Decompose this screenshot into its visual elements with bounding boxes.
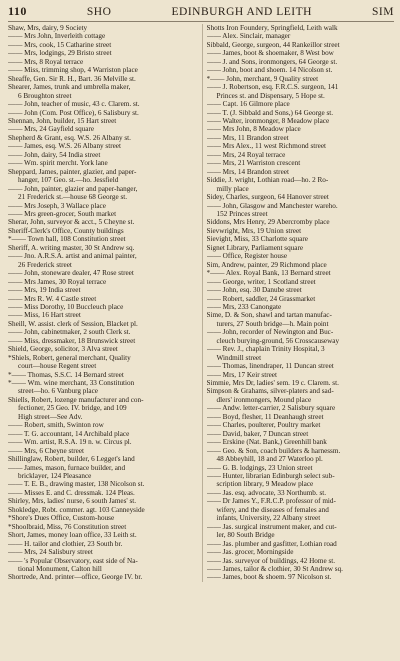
directory-entry: Shotts Iron Foundery, Springfield, Leith walk <box>206 24 338 32</box>
directory-entry: 21 Frederick st.—house 68 George st. <box>18 193 128 202</box>
directory-entry: —— J. and Sons, ironmongers, 64 George st. <box>206 57 338 66</box>
directory-entry: Shennan, John, builder, 15 Hart street <box>8 116 117 125</box>
directory-entry: scription library, 9 Meadow place <box>216 480 314 489</box>
directory-entry: —— H. tailor and clothier, 23 South br. <box>8 539 123 548</box>
directory-entry: *Shoolbraid, Miss, 76 Constitution street <box>8 522 127 531</box>
directory-entry: Sheaffe, Gen. Sir R. H., Bart. 36 Melville st. <box>8 74 136 83</box>
directory-entry: —— Mrs, 17 Keir street <box>206 370 277 379</box>
directory-entry: Sheriff, A. writing master, 30 St Andrew sq. <box>8 243 135 252</box>
directory-entry: —— Mrs, 8 Royal terrace <box>8 57 84 66</box>
directory-entry: —— Miss, 16 Hart street <box>8 311 81 320</box>
directory-entry: —— G. B. lodgings, 23 Union street <box>206 463 313 472</box>
left-running-key: SHO <box>86 6 112 18</box>
directory-entry: Sidey, Charles, surgeon, 64 Hanover street <box>206 193 329 202</box>
directory-entry: —— Charles, poulterer, Poultry market <box>206 421 321 430</box>
directory-entry: —— James, boot & shoem. 97 Nicolson st. <box>206 573 332 582</box>
directory-entry: —— Mrs, cook, 15 Catharine street <box>8 40 112 49</box>
directory-entry: —— John, recorder of Newington and Buc- <box>206 328 334 337</box>
directory-entry: —— Mrs Joseph, 3 Wallace place <box>8 201 106 210</box>
directory-entry: *—— Town hall, 108 Constitution street <box>8 235 126 244</box>
directory-entry: hanger, 107 Geo. st.—ho. Jessfield <box>18 176 119 185</box>
directory-entry: —— Mrs, 19 India street <box>8 286 81 295</box>
directory-entry: High street—See Adv. <box>18 412 83 421</box>
directory-entry: —— Andw. letter-carrier, 2 Salisbury square <box>206 404 336 413</box>
directory-entry: Sherar, John, surveyor & acct., 5 Cheyne st. <box>8 218 135 227</box>
directory-entry: Shortrede, And. printer—office, George IV. br. <box>8 573 143 582</box>
directory-entry: Shirley, Mrs, ladies' nurse, 6 south James' st. <box>8 497 137 506</box>
directory-entry: —— Geo. & Son, coach builders & harnessm. <box>206 446 341 455</box>
directory-entry: Sheill, W. assist. clerk of Session, Blacket pl. <box>8 319 138 328</box>
directory-entry: —— Mrs, 24 Salisbury street <box>8 548 93 557</box>
directory-entry: —— Thomas, linendraper, 11 Duncan street <box>206 362 334 371</box>
directory-entry: wifery, and the diseases of females and <box>216 505 329 514</box>
directory-entry: Shield, George, solicitor, 3 Alva street <box>8 345 118 354</box>
directory-entry: dlers' ironmongers, Mound place <box>216 395 312 404</box>
directory-entry: turers, 27 South bridge—h. Main point <box>216 319 329 328</box>
directory-entry: Siddie, J. wright, Lothian road—ho. 2 Ro- <box>206 176 329 185</box>
directory-entry: —— George, writer, 1 Scotland street <box>206 277 316 286</box>
directory-entry: —— James, esq. W.S. 26 Albany street <box>8 142 121 151</box>
directory-entry: —— James, boot & shoemaker, 8 West bow <box>206 49 334 58</box>
directory-entry: —— Robert, saddler, 24 Grassmarket <box>206 294 316 303</box>
columns <box>8 24 394 582</box>
directory-entry: —— Mrs green-grocer, South market <box>8 209 117 218</box>
page-number: 110 <box>8 4 27 18</box>
directory-entry: —— John, Glasgow and Manchester wareho. <box>206 201 338 210</box>
directory-entry: cleuch burying-ground, 56 Crosscauseway <box>216 336 340 345</box>
directory-entry: —— John, painter, glazier and paper-hanger, <box>8 184 138 193</box>
directory-entry: —— Alex. Sinclair, manager <box>206 32 291 41</box>
directory-entry: Shillinglaw, Robert, builder, 6 Legget's land <box>8 455 135 464</box>
directory-entry: Simpson & Grahams, silver-platers and sad- <box>206 387 334 396</box>
directory-entry: Sheppard, James, painter, glazier, and paper- <box>8 167 137 176</box>
directory-entry: 26 Frederick street <box>18 260 72 269</box>
directory-entry: —— Jno. A.R.S.A. artist and animal painter, <box>8 252 137 261</box>
right-column <box>202 24 395 582</box>
directory-entry: —— Jas. grocer, Morningside <box>206 548 294 557</box>
directory-entry: bricklayer, 124 Pleasance <box>18 472 92 481</box>
directory-entry: *—— John, merchant, 9 Quality street <box>206 74 319 83</box>
directory-entry: —— John (Com. Post Office), 6 Salisbury st. <box>8 108 139 117</box>
directory-entry: fectioner, 25 Geo. IV. bridge, and 109 <box>18 404 127 413</box>
directory-entry: —— John, stoneware dealer, 47 Rose street <box>8 269 134 278</box>
directory-entry: —— Jas. surveyor of buildings, 42 Home st. <box>206 556 336 565</box>
directory-entry: —— David, baker, 7 Duncan street <box>206 429 309 438</box>
directory-entry: tional Monument, Calton hill <box>18 565 102 573</box>
directory-entry: *—— Wm. wine merchant, 33 Constitution <box>8 379 135 388</box>
directory-entry: —— Jas. plumber and gasfitter, Lothian road <box>206 539 337 548</box>
directory-entry: —— Mrs, 14 Brandon street <box>206 167 289 176</box>
directory-entry: court—house Regent street <box>18 362 97 371</box>
directory-entry: ler, 80 South Bridge <box>216 531 275 540</box>
directory-entry: —— Mrs John, Inverleith cottage <box>8 32 106 41</box>
directory-entry: —— Rev. J., chaplain Trinity Hospital, 3 <box>206 345 325 354</box>
directory-entry: Sheriff-Clerk's Office, County buildings <box>8 226 124 235</box>
directory-entry: —— Miss Dorothy, 10 Buccleuch place <box>8 302 124 311</box>
right-running-key: SIM <box>372 6 394 18</box>
directory-entry: —— Mrs, 24 Royal terrace <box>206 150 286 159</box>
directory-entry: —— James, tailor & clothier, 30 St Andrew sq. <box>206 565 343 573</box>
directory-entry: Sime, D. & Son, shawl and tartan manufac- <box>206 311 332 320</box>
directory-entry: Shokledge, Robt. commer. agt. 103 Canneyside <box>8 505 145 514</box>
directory-entry: —— T. (J. Sibbald and Sons,) 64 George st. <box>206 108 334 117</box>
directory-entry: —— Misses E. and C. dressmak. 124 Pleas. <box>8 488 135 497</box>
directory-entry: *Shiels, Robert, general merchant, Quality <box>8 353 131 362</box>
directory-entry: Sim, Andrew, painter, 29 Richmond place <box>206 260 327 269</box>
directory-entry: —— T. E. B., drawing master, 138 Nicolson st. <box>8 480 145 489</box>
directory-entry: —— Mrs, 233 Canongate <box>206 302 282 311</box>
directory-entry: Simmie, Mrs Dr, ladies' sem. 19 c. Clarem. st. <box>206 379 339 388</box>
directory-entry: —— Mrs, 11 Brandon street <box>206 133 289 142</box>
directory-entry: —— 's Popular Observatory, east side of Na- <box>8 556 138 565</box>
directory-entry: Sievwright, Mrs, 19 Union street <box>206 226 302 235</box>
directory-entry: milly place <box>216 184 249 193</box>
directory-entry: —— James, mason, furnace builder, and <box>8 463 126 472</box>
directory-entry: —— Mrs R. W. 4 Castle street <box>8 294 97 303</box>
directory-entry: Princes st. and Dispensary, 5 Hope st. <box>216 91 325 100</box>
directory-entry: —— Jas. surgical instrument maker, and cut- <box>206 522 337 531</box>
page-header <box>8 4 394 22</box>
directory-entry: —— Walter, ironmonger, 8 Meadow place <box>206 116 330 125</box>
directory-entry: —— John, teacher of music, 43 c. Clarem. st. <box>8 100 140 109</box>
directory-entry: —— Miss, trimming shop, 4 Warriston place <box>8 66 138 75</box>
directory-entry: Shiells, Robert, lozenge manufacturer and con- <box>8 395 144 404</box>
directory-entry: —— John, esq. 30 Danube street <box>206 286 302 295</box>
directory-entry: 48 Abbeyhill, 18 and 27 Waterloo pl. <box>216 455 323 464</box>
directory-entry: —— Boyd, flesher, 11 Deanhaugh street <box>206 412 324 421</box>
directory-entry: —— T. G. accountant, 14 Archibald place <box>8 429 130 438</box>
directory-entry: —— Robert, smith, Swinton row <box>8 421 104 430</box>
directory-entry: —— J. Robertson, esq. F.R.C.S. surgeon, 141 <box>206 83 339 92</box>
directory-entry: Shearer, James, trunk and umbrella maker, <box>8 83 131 92</box>
directory-entry: Sibbald, George, surgeon, 44 Rankeillor street <box>206 40 340 49</box>
directory-entry: —— Capt. 16 Gilmore place <box>206 100 290 109</box>
directory-entry: street—ho. 6 Vanburg place <box>18 387 98 396</box>
running-title: EDINBURGH AND LEITH <box>171 6 312 18</box>
directory-entry: *—— Thomas, S.S.C. 14 Bernard street <box>8 370 124 379</box>
directory-entry: infants, University, 22 Albany street <box>216 514 321 523</box>
directory-entry: —— Wm. artist, R.S.A. 19 n. w. Circus pl. <box>8 438 132 447</box>
directory-entry: —— Mrs, 21 Warriston crescent <box>206 159 301 168</box>
left-column <box>8 24 196 582</box>
directory-entry: —— Dr James Y., F.R.C.P. professor of mid- <box>206 497 336 506</box>
directory-entry: Signet Library, Parliament square <box>206 243 304 252</box>
directory-entry: 152 Princes street <box>216 209 268 218</box>
directory-entry: —— Mrs John, 8 Meadow place <box>206 125 301 134</box>
directory-entry: —— Mrs, lodgings, 29 Bristo street <box>8 49 112 58</box>
directory-entry: —— Mrs Alex., 11 west Richmond street <box>206 142 327 151</box>
directory-entry: Siddons, Mrs Henry, 29 Abercromby place <box>206 218 330 227</box>
directory-entry: —— Jas. esq. advocate, 33 Northumb. st. <box>206 488 327 497</box>
directory-entry: —— Office, Register house <box>206 252 288 261</box>
directory-entry: —— Erskine (Nat. Bank,) Greenhill bank <box>206 438 327 447</box>
directory-entry: Shaw, Mrs, dairy, 9 Society <box>8 24 88 32</box>
directory-entry: —— Miss, dressmaker, 18 Brunswick street <box>8 336 136 345</box>
directory-entry: Windmill street <box>216 353 262 362</box>
directory-entry: —— John, cabinetmaker, 2 south Clerk st. <box>8 328 131 337</box>
directory-entry: Short, James, money loan office, 33 Leith st. <box>8 531 137 540</box>
directory-entry: Shepherd & Grant, esq. W.S. 26 Albany st. <box>8 133 131 142</box>
directory-entry: —— Mrs James, 30 Royal terrace <box>8 277 107 286</box>
directory-entry: 6 Broughton street <box>18 91 72 100</box>
directory-entry: —— Mrs, 6 Cheyne street <box>8 446 85 455</box>
directory-entry: —— Mrs, 24 Gayfield square <box>8 125 95 134</box>
directory-entry: —— John, dairy, 54 India street <box>8 150 101 159</box>
directory-entry: —— John, boot and shoem. 14 Nicolson st. <box>206 66 333 75</box>
directory-entry: —— Hunter, librarian Edinburgh select sub- <box>206 472 335 481</box>
directory-entry: *—— Alex. Royal Bank, 13 Bernard street <box>206 269 331 278</box>
directory-entry: —— Wm. spirit mercht. York lane <box>8 159 108 168</box>
directory-entry: Sievight, Miss, 33 Charlotte square <box>206 235 308 244</box>
directory-entry: *Shore's Dues Office, Custom-house <box>8 514 115 523</box>
